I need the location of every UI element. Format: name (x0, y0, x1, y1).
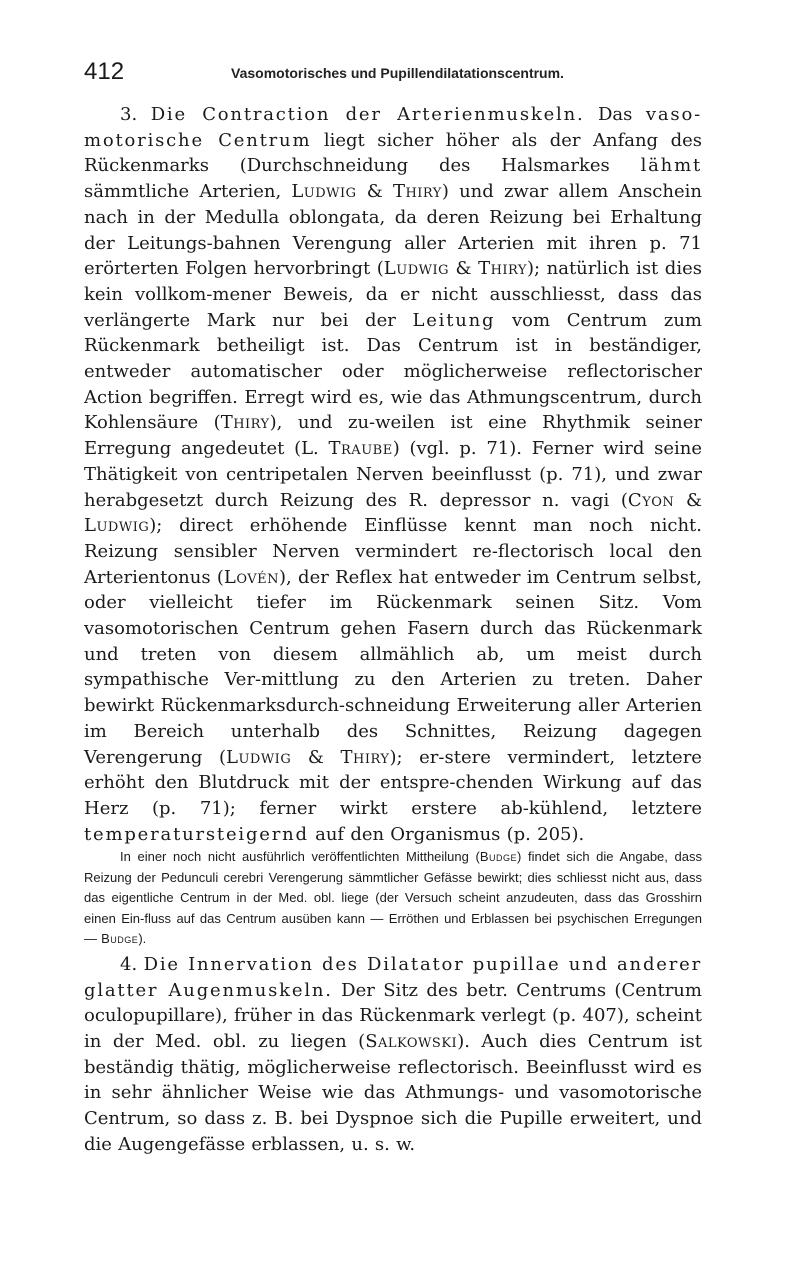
author-name: Ludwig (225, 746, 292, 768)
author-name: Traube (328, 438, 393, 460)
section-3-number: 3. (120, 104, 138, 125)
text-run: liegt sicher höher als der Anfang des Rückenmarks (Durchschneidung des Halsmarkes (84, 129, 702, 177)
author-name: Thiry (340, 746, 390, 768)
text-run: & (307, 746, 324, 768)
text-run: ); direct erhöhende Einflüsse kennt man noch nicht. Reizung sensibler Nerven vermindert re-flectorisch local den Arterientonus ( (84, 515, 702, 588)
section-3-paragraph (84, 102, 702, 847)
page-number: 412 (84, 58, 125, 85)
text-run: ) findet sich die Angabe, dass Reizung der Pedunculi cerebri Verengerung sämmtlicher Gefässe bewirkt; dies schliesst nicht aus, dass das eigentliche Centrum in der Med. obl. liege (der Versuch scheint anzudeuten, dass das Grosshirn einen Ein-fluss auf das Centrum ausüben kann — Erröthen und Erblassen bei psychischen Erregungen — (84, 849, 702, 947)
text-run: vom Centrum zum Rückenmark betheiligt ist. Das Centrum ist in beständiger, entweder automatischer oder möglicherweise reflectorischer Action begriffen. Erregt wird es, wie das Athmungscentrum, durch Kohlensäure ( (84, 309, 702, 434)
text-run: ); er-stere vermindert, letztere erhöht den Blutdruck mit der entspre-chenden Wirkung auf das Herz (p. 71); ferner wirkt erstere ab-kühlend, letztere (84, 746, 702, 819)
emphasized-term: lähmt (640, 155, 702, 177)
text-run: ) und zwar allem Anschein nach in der Medulla oblongata, da deren Reizung bei Erhaltung der Leitungs-bahnen Verengung aller Arterien mit ihren p. 71 erörterten Folgen hervorbringt ( (84, 181, 702, 280)
text-run: ), der Reflex hat entweder im Centrum selbst, oder vielleicht tiefer im Rückenmark seinen Sitz. Vom vasomotorischen Centrum gehen Fasern durch das Rückenmark und treten von diesem allmählich ab, um meist durch sympathische Ver-mittlung zu den Arterien zu treten. Daher bewirkt Rückenmarksdurch-schneidung Erweiterung aller Arterien im Bereich unterhalb des Schnittes, Reizung dagegen Verengerung ( (84, 566, 702, 768)
section-4-number: 4. (120, 953, 138, 975)
author-name: Ludwig (84, 515, 150, 537)
text-run: & (366, 181, 383, 203)
text-run: In einer noch nicht ausführlich veröffentlichten Mittheilung ( (120, 849, 480, 865)
section-4-paragraph (84, 952, 702, 1158)
author-name: Ludwig (383, 258, 449, 280)
text-run: & (685, 489, 702, 511)
text-run: ), und zu-weilen ist eine Rhythmik seiner Erregung angedeutet (L. (84, 412, 702, 460)
emphasized-term: vaso-motorische Centrum (84, 104, 702, 151)
author-name: Salkowski (365, 1031, 458, 1052)
author-name: Budge (479, 849, 518, 865)
running-title: Vasomotorisches und Pupillendilatationscentrum. (231, 65, 564, 81)
author-name: Thiry (220, 412, 270, 434)
text-run: Der Sitz des betr. Centrums (Centrum oculopupillare), früher in das Rückenmark verlegt (p. 407), scheint in der Med. obl. zu liegen ( (84, 979, 702, 1052)
text-run: ). (138, 931, 147, 947)
text-run: auf den Organismus (p. 205). (315, 823, 585, 845)
text-run: ); natürlich ist dies kein vollkom-mener Beweis, da er nicht ausschliesst, dass das verlängerte Mark nur bei der (84, 258, 702, 331)
text-run: & (455, 258, 472, 280)
body-text (84, 102, 702, 1158)
small-print-note (84, 847, 702, 950)
emphasized-term: Leitung (412, 309, 496, 331)
text-run: ) (vgl. p. 71). Ferner wird seine Thätigkeit von centripetalen Nerven beeinflusst (p. 71), und zwar herabgesetzt durch Reizung des R. depressor n. vagi ( (84, 438, 702, 511)
text-run: sämmtliche Arterien, (84, 181, 282, 203)
section-4-heading: Die Innervation des Dilatator pupillae und anderer glatter Augenmuskeln. (84, 953, 702, 1001)
author-name: Budge (101, 931, 139, 947)
text-run: Das (598, 104, 633, 125)
text-run: ). Auch dies Centrum ist beständig thätig, möglicherweise reflectorisch. Beeinflusst wird es in sehr ähnlicher Weise wie das Athmungs- und vasomotorische Centrum, so dass z. B. bei Dyspnoe sich die Pupille erweitert, und die Augengefässe erblassen, u. s. w. (84, 1031, 703, 1155)
author-name: Cyon (627, 489, 675, 511)
author-name: Thiry (478, 258, 528, 280)
page-header (84, 56, 704, 96)
author-name: Lovén (223, 566, 280, 588)
emphasized-term: temperatursteigernd (84, 823, 309, 845)
author-name: Thiry (392, 181, 442, 203)
author-name: Ludwig (291, 181, 357, 203)
section-3-heading: Die Contraction der Arterienmuskeln. (150, 104, 585, 125)
